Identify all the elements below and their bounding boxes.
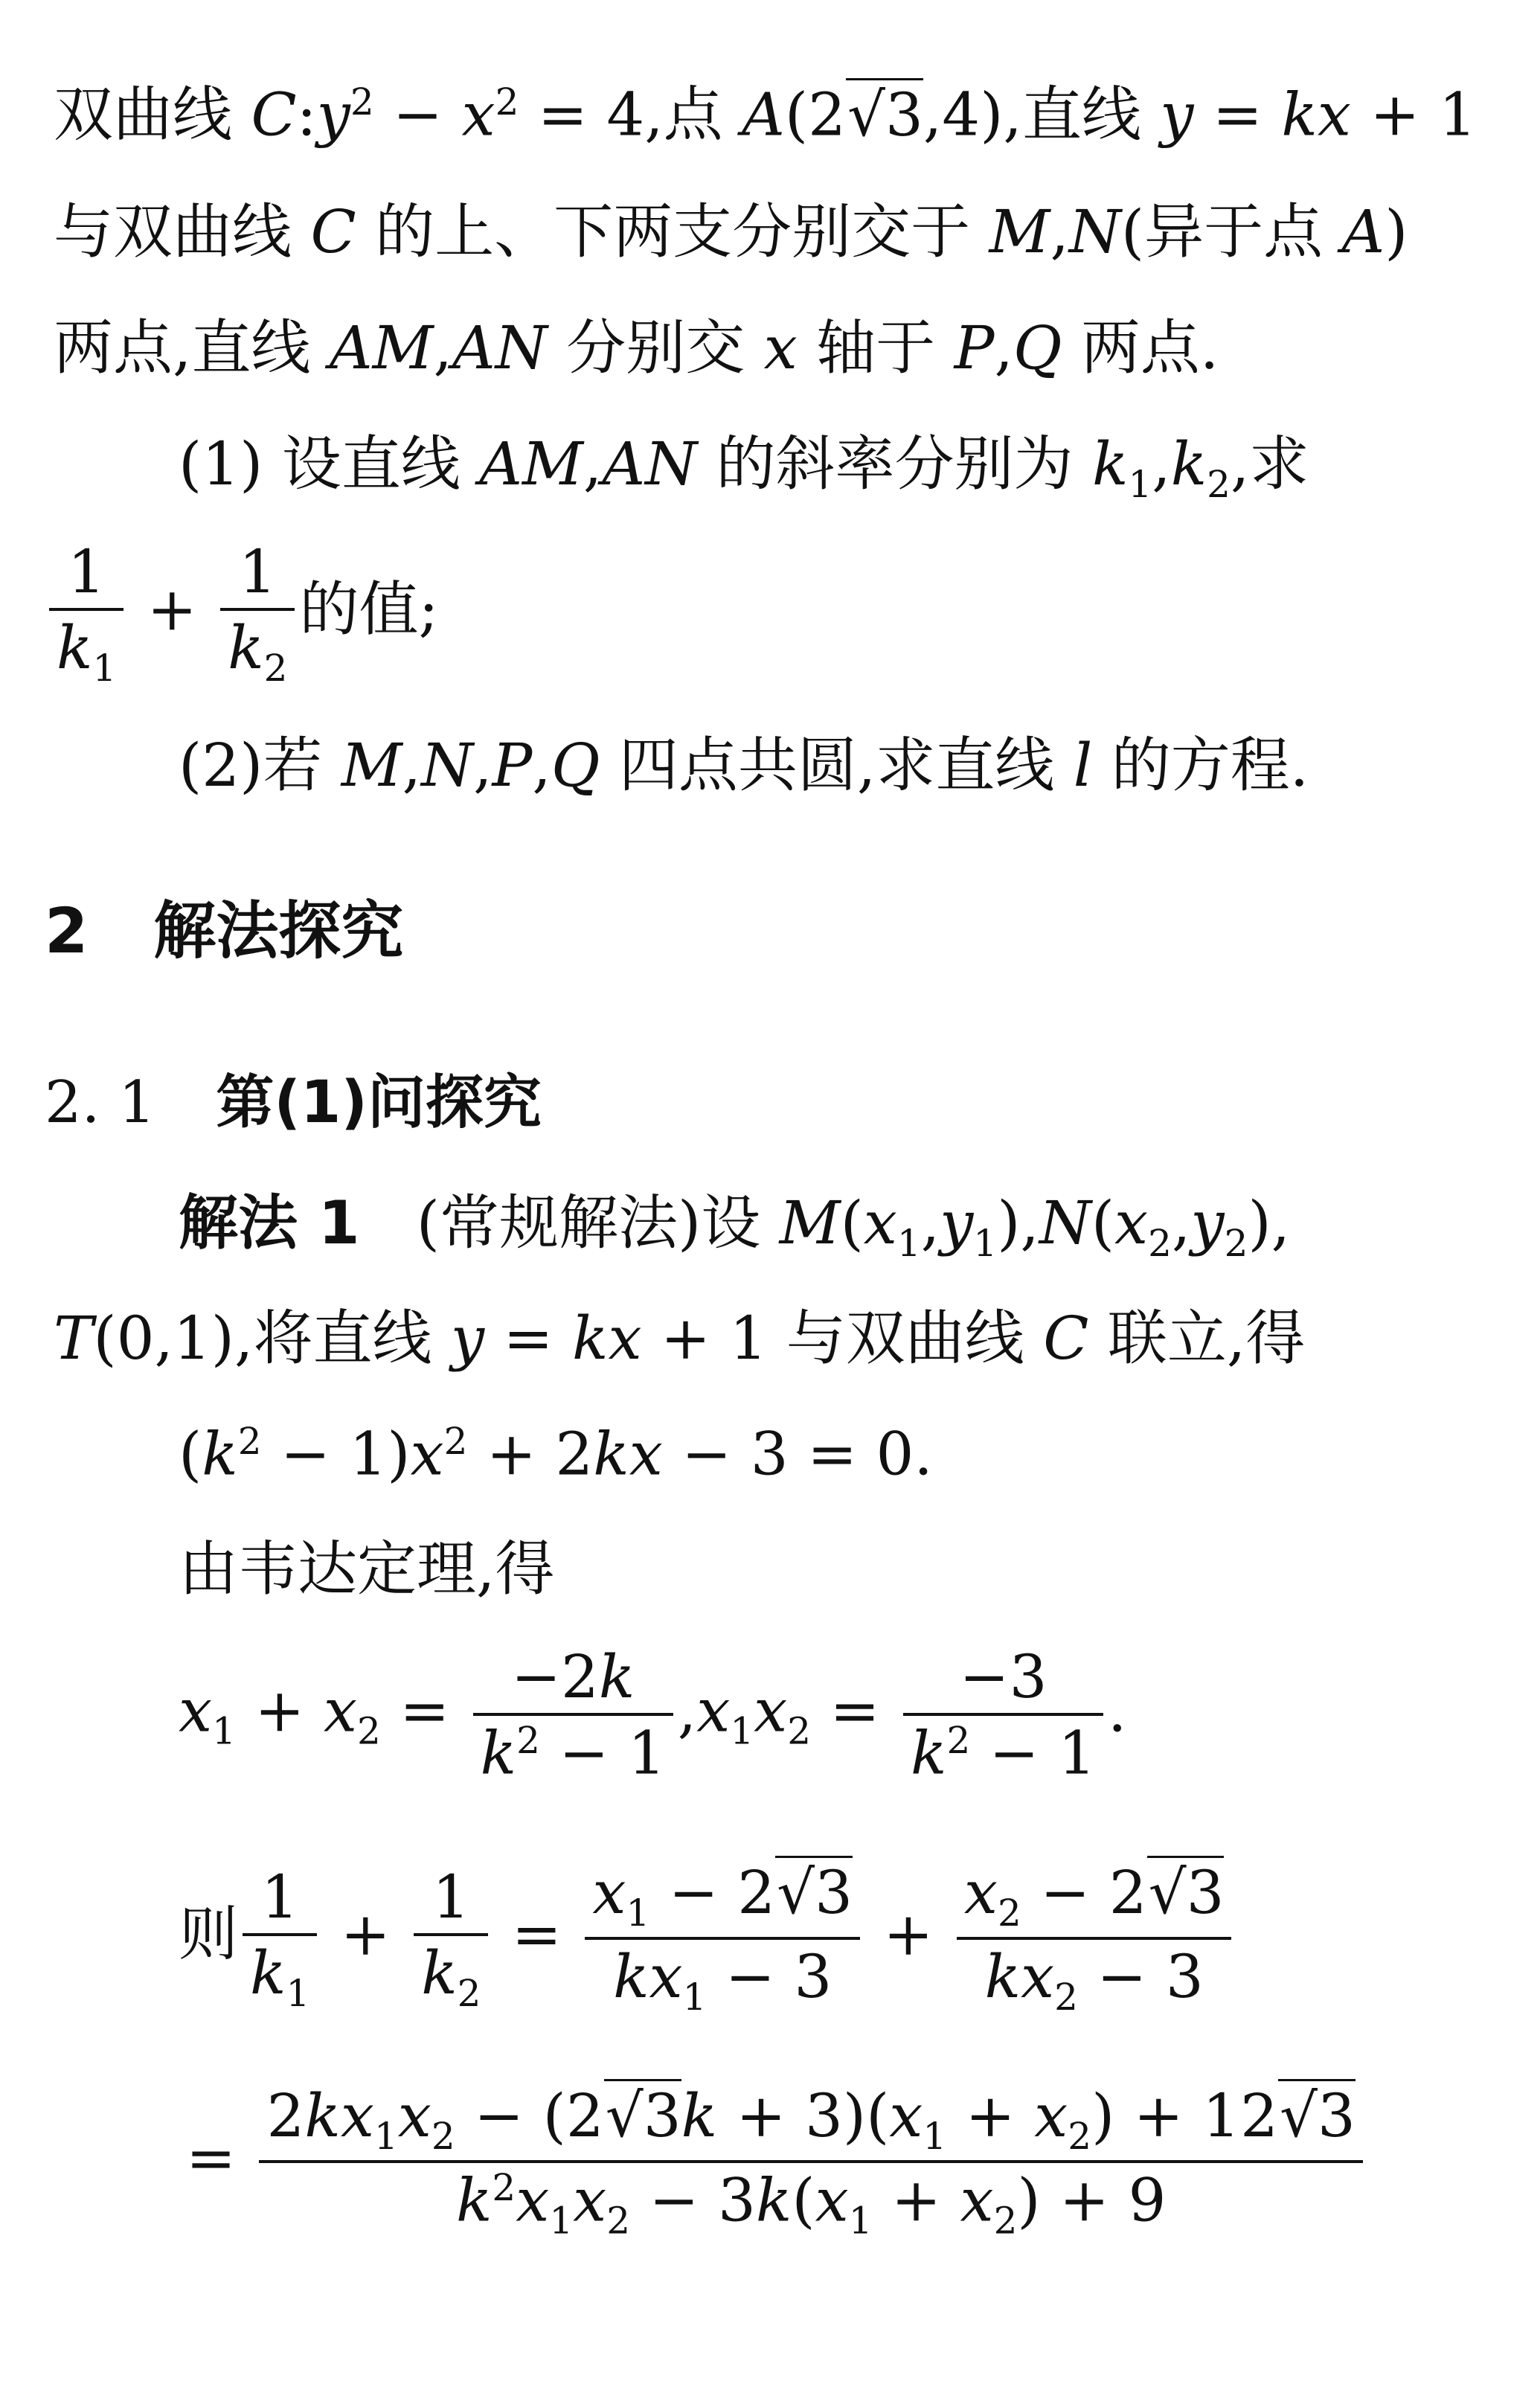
vieta-formulas: $x_1 + x_2$ = $\frac{-2k}{k^2 - 1}$ $,x_1x_2$ = $\frac{-3}{k^2 - 1}$ .: [179, 1642, 1127, 1788]
problem-line-2: 与双曲线 C 的上、下两支分别交于 M,N(异于点 A): [54, 197, 1408, 266]
quadratic-equation: $(k^2 - 1)x^2 + 2kx - 3 = 0$.: [179, 1419, 933, 1489]
problem-line-1: 双曲线 $C:y^2 - x^2 = 4$,点 A(2√3,4),直线 y = kx + 1: [54, 82, 1477, 148]
question-1-expr: $\frac{1}{k_1}$ + $\frac{1}{k_2}$ 的值;: [45, 539, 438, 689]
problem-line-3: 两点,直线 AM,AN 分别交 x 轴于 P,Q 两点.: [54, 313, 1219, 382]
vieta-text: 由韦达定理,得: [179, 1534, 555, 1604]
section-heading: 2 解法探究: [45, 894, 404, 967]
final-expression: = $\frac{2kx_1x_2 - (2√3k + 3)(x_1 + x_2) + 12√3}{k^2x_1x_2 - 3k(x_1 + x_2) + 9}$: [186, 2083, 1367, 2242]
solution-intro: 解法 1 (常规解法)设 $M(x_1,y_1),N(x_2,y_2)$,: [179, 1188, 1291, 1265]
question-2: (2)若 M,N,P,Q 四点共圆,求直线 l 的方程.: [179, 731, 1309, 800]
subsection-heading: 2. 1 第(1)问探究: [45, 1069, 542, 1136]
then-expression: 则 $\frac{1}{k_1}$ + $\frac{1}{k_2}$ = $\frac{x_1 - 2√3}{kx_1 - 3}$ + $\frac{x_2 - 2√3}{kx_2 - 3}$: [179, 1860, 1236, 2018]
question-1: (1) 设直线 AM,AN 的斜率分别为 $k_1,k_2$,求: [179, 429, 1309, 506]
solution-line-2: T(0,1),将直线 y = kx + 1 与双曲线 C 联立,得: [54, 1304, 1306, 1373]
